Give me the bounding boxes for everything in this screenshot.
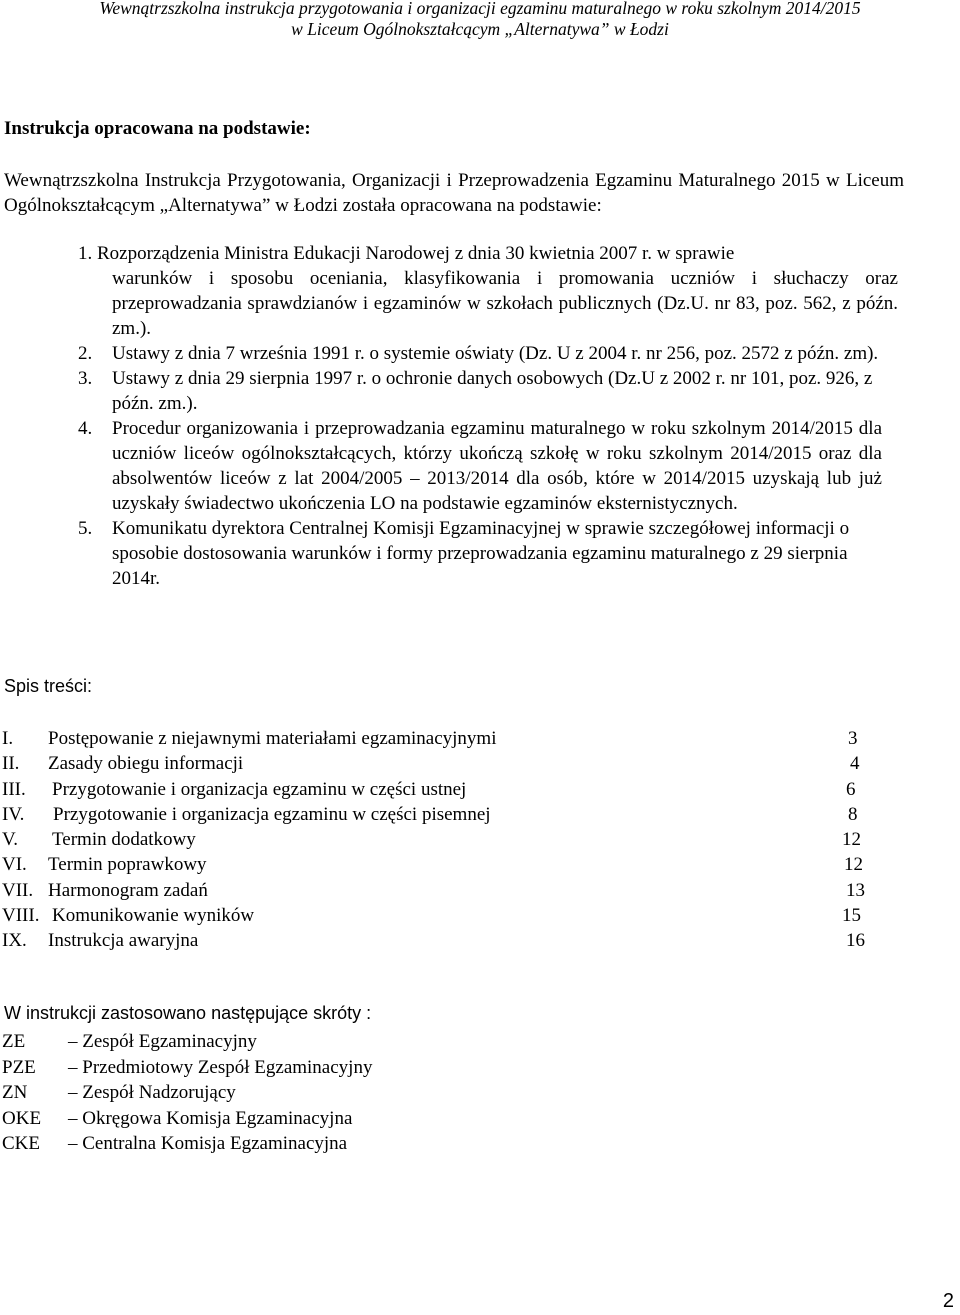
- toc-entry-title: Termin poprawkowy: [48, 854, 207, 876]
- toc-page-number: 4: [850, 753, 860, 775]
- toc-row: [0, 777, 880, 802]
- abbreviation-code: OKE: [2, 1107, 42, 1129]
- toc-entry-title: Termin dodatkowy: [52, 829, 196, 851]
- toc-entry-title: Komunikowanie wyników: [52, 905, 255, 927]
- toc-numeral: I.: [2, 728, 14, 749]
- toc-numeral: IX.: [2, 930, 27, 952]
- toc-row: [0, 827, 880, 852]
- abbreviation-description: – Okręgowa Komisja Egzaminacyjna: [68, 1107, 353, 1129]
- toc-page-number: 3: [848, 728, 858, 749]
- page-number: 2: [942, 1290, 954, 1312]
- reference-text-first: Rozporządzenia Ministra Edukacji Narodowej z dnia 30 kwietnia 2007 r. w sprawie: [97, 243, 735, 264]
- table-of-contents: [0, 726, 880, 954]
- abbreviation-code: PZE: [2, 1056, 36, 1078]
- toc-numeral: II.: [2, 753, 20, 775]
- intro-paragraph: Wewnątrzszkolna Instrukcja Przygotowania, Organizacji i Przeprowadzenia Egzaminu Maturalnego 2015 w Liceum Ogólnokształcącym „Alternatywa” w Łodzi została opracowana na podstawie:: [4, 170, 904, 216]
- reference-number: 1.: [78, 243, 93, 264]
- abbreviation-description: – Centralna Komisja Egzaminacyjna: [68, 1133, 348, 1154]
- abbreviation-code: ZE: [2, 1031, 26, 1052]
- reference-item: [78, 516, 898, 591]
- toc-row: [0, 928, 880, 953]
- toc-numeral: V.: [2, 829, 19, 851]
- toc-page-number: 13: [846, 879, 865, 901]
- reference-text: Procedur organizowania i przeprowadzania egzaminu maturalnego w roku szkolnym 2014/2015 dla uczniów liceów ogólnokształcących, którzy ukończą szkołę w roku szkolnym 2014/2015 oraz dla absolwentów liceów z lat 2004/2005 – 2013/2014 dla osób, które w 2014/2015 uzyskają lub już uzyskały świadectwo ukończenia LO na podstawie egzaminów eksternistycznych.: [112, 418, 882, 514]
- reference-item: [78, 416, 898, 516]
- toc-row: [0, 852, 880, 877]
- page-header: [0, 0, 960, 40]
- reference-item: [78, 366, 898, 416]
- reference-text: Ustawy z dnia 7 września 1991 r. o systemie oświaty (Dz. U z 2004 r. nr 256, poz. 2572 z późn. zm).: [112, 343, 879, 364]
- toc-row: [0, 878, 880, 903]
- toc-page-number: 15: [842, 905, 861, 927]
- toc-entry-title: Przygotowanie i organizacja egzaminu w części ustnej: [52, 778, 467, 800]
- reference-number: 5.: [78, 518, 93, 539]
- abbreviation-code: ZN: [2, 1082, 28, 1103]
- abbreviation-description: – Zespół Egzaminacyjny: [68, 1031, 257, 1052]
- toc-entry-title: Przygotowanie i organizacja egzaminu w części pisemnej: [53, 803, 491, 825]
- toc-row: [0, 751, 880, 776]
- abbreviation-description: – Przedmiotowy Zespół Egzaminacyjny: [68, 1056, 373, 1078]
- reference-text: Ustawy z dnia 29 sierpnia 1997 r. o ochronie danych osobowych (Dz.U z 2002 r. nr 101, poz. 926, z późn. zm.).: [112, 368, 873, 414]
- toc-page-number: 12: [844, 854, 863, 876]
- reference-item: [78, 241, 898, 341]
- toc-numeral: VI.: [2, 854, 27, 876]
- toc-numeral: III.: [2, 778, 26, 800]
- reference-text-rest: warunków i sposobu oceniania, klasyfikowania i promowania uczniów i słuchaczy oraz przeprowadzania sprawdzianów i egzaminów w szkołach publicznych (Dz.U. nr 83, poz. 562, z późn. zm.).: [112, 268, 898, 339]
- toc-page-number: 12: [842, 829, 861, 851]
- toc-row: [0, 802, 880, 827]
- abbreviations-intro: W instrukcji zastosowano następujące skróty :: [4, 1003, 372, 1023]
- toc-numeral: VII.: [2, 879, 34, 901]
- toc-entry-title: Harmonogram zadań: [48, 879, 208, 901]
- reference-number: 2.: [78, 343, 93, 364]
- header-line-1: Wewnątrzszkolna instrukcja przygotowania i organizacji egzaminu maturalnego w roku szkolnym 2014/2015: [99, 0, 861, 18]
- abbreviation-description: – Zespół Nadzorujący: [68, 1082, 236, 1103]
- toc-row: [0, 726, 880, 751]
- abbreviation-code: CKE: [2, 1133, 40, 1154]
- toc-row: [0, 903, 880, 928]
- section-heading: Instrukcja opracowana na podstawie:: [4, 118, 311, 139]
- header-line-2: w Liceum Ogólnokształcącym „Alternatywa” w Łodzi: [291, 19, 669, 39]
- toc-numeral: VIII.: [2, 905, 40, 927]
- toc-title: Spis treści:: [4, 676, 93, 696]
- reference-number: 4.: [78, 418, 93, 439]
- toc-page-number: 6: [846, 778, 856, 800]
- toc-entry-title: Instrukcja awaryjna: [48, 930, 199, 952]
- toc-page-number: 8: [848, 803, 858, 825]
- reference-text: Komunikatu dyrektora Centralnej Komisji Egzaminacyjnej w sprawie szczegółowej informacji o sposobie dostosowania warunków i formy przeprowadzania egzaminu maturalnego z 29 sierpnia 2014r.: [112, 518, 850, 589]
- toc-entry-title: Postępowanie z niejawnymi materiałami egzaminacyjnymi: [48, 728, 497, 749]
- toc-entry-title: Zasady obiegu informacji: [48, 753, 244, 775]
- toc-page-number: 16: [846, 930, 865, 952]
- reference-number: 3.: [78, 368, 93, 389]
- toc-numeral: IV.: [2, 803, 25, 825]
- reference-item: [78, 341, 898, 366]
- references-list: [78, 241, 898, 591]
